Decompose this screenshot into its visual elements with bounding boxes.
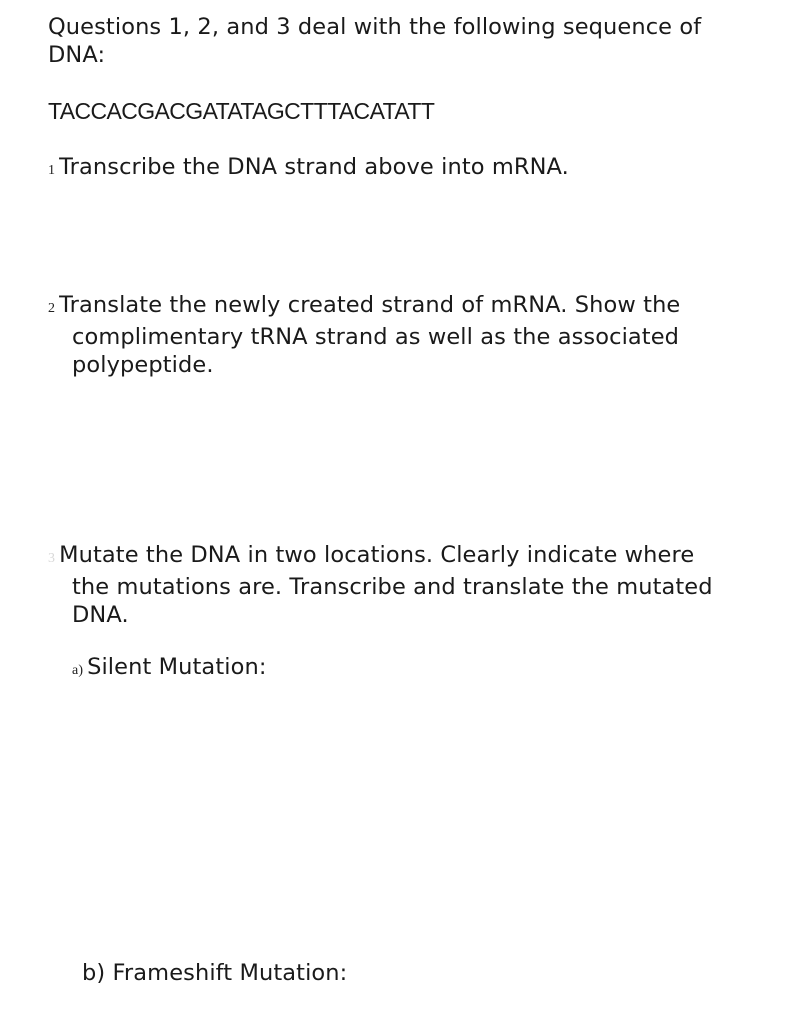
- part-a-silent-mutation: [72, 653, 267, 685]
- question-2-line-3: polypeptide.: [72, 352, 214, 378]
- question-3-line-3: DNA.: [72, 602, 129, 628]
- dna-sequence: TACCACGACGATATAGCTTTACATATT: [48, 98, 435, 124]
- question-2: [48, 291, 768, 379]
- part-b-label: Frameshift Mutation:: [112, 960, 348, 986]
- question-2-number: 2: [48, 301, 56, 316]
- part-a-label: Silent Mutation:: [87, 654, 267, 680]
- question-1-text: Transcribe the DNA strand above into mRNA.: [59, 154, 569, 180]
- question-3-line-2: the mutations are. Transcribe and translate the mutated: [72, 574, 713, 600]
- question-3-line-1: [48, 541, 788, 573]
- question-2-line-2: complimentary tRNA strand as well as the associated: [72, 324, 680, 350]
- part-b-frameshift-mutation: [82, 959, 347, 987]
- question-3: [48, 541, 788, 629]
- intro-text: [48, 13, 768, 69]
- question-2-text-1: Translate the newly created strand of mRNA. Show the: [59, 292, 681, 318]
- question-1: [48, 153, 569, 185]
- question-3-text-1: Mutate the DNA in two locations. Clearly indicate where: [59, 542, 695, 568]
- part-b-marker: b): [82, 960, 106, 986]
- question-1-number: 1: [48, 163, 56, 178]
- part-a-marker: a): [72, 663, 84, 678]
- intro-line-2: DNA:: [48, 42, 106, 68]
- question-2-line-1: [48, 291, 768, 323]
- intro-line-1: Questions 1, 2, and 3 deal with the following sequence of: [48, 14, 702, 40]
- question-3-number: 3: [48, 551, 56, 566]
